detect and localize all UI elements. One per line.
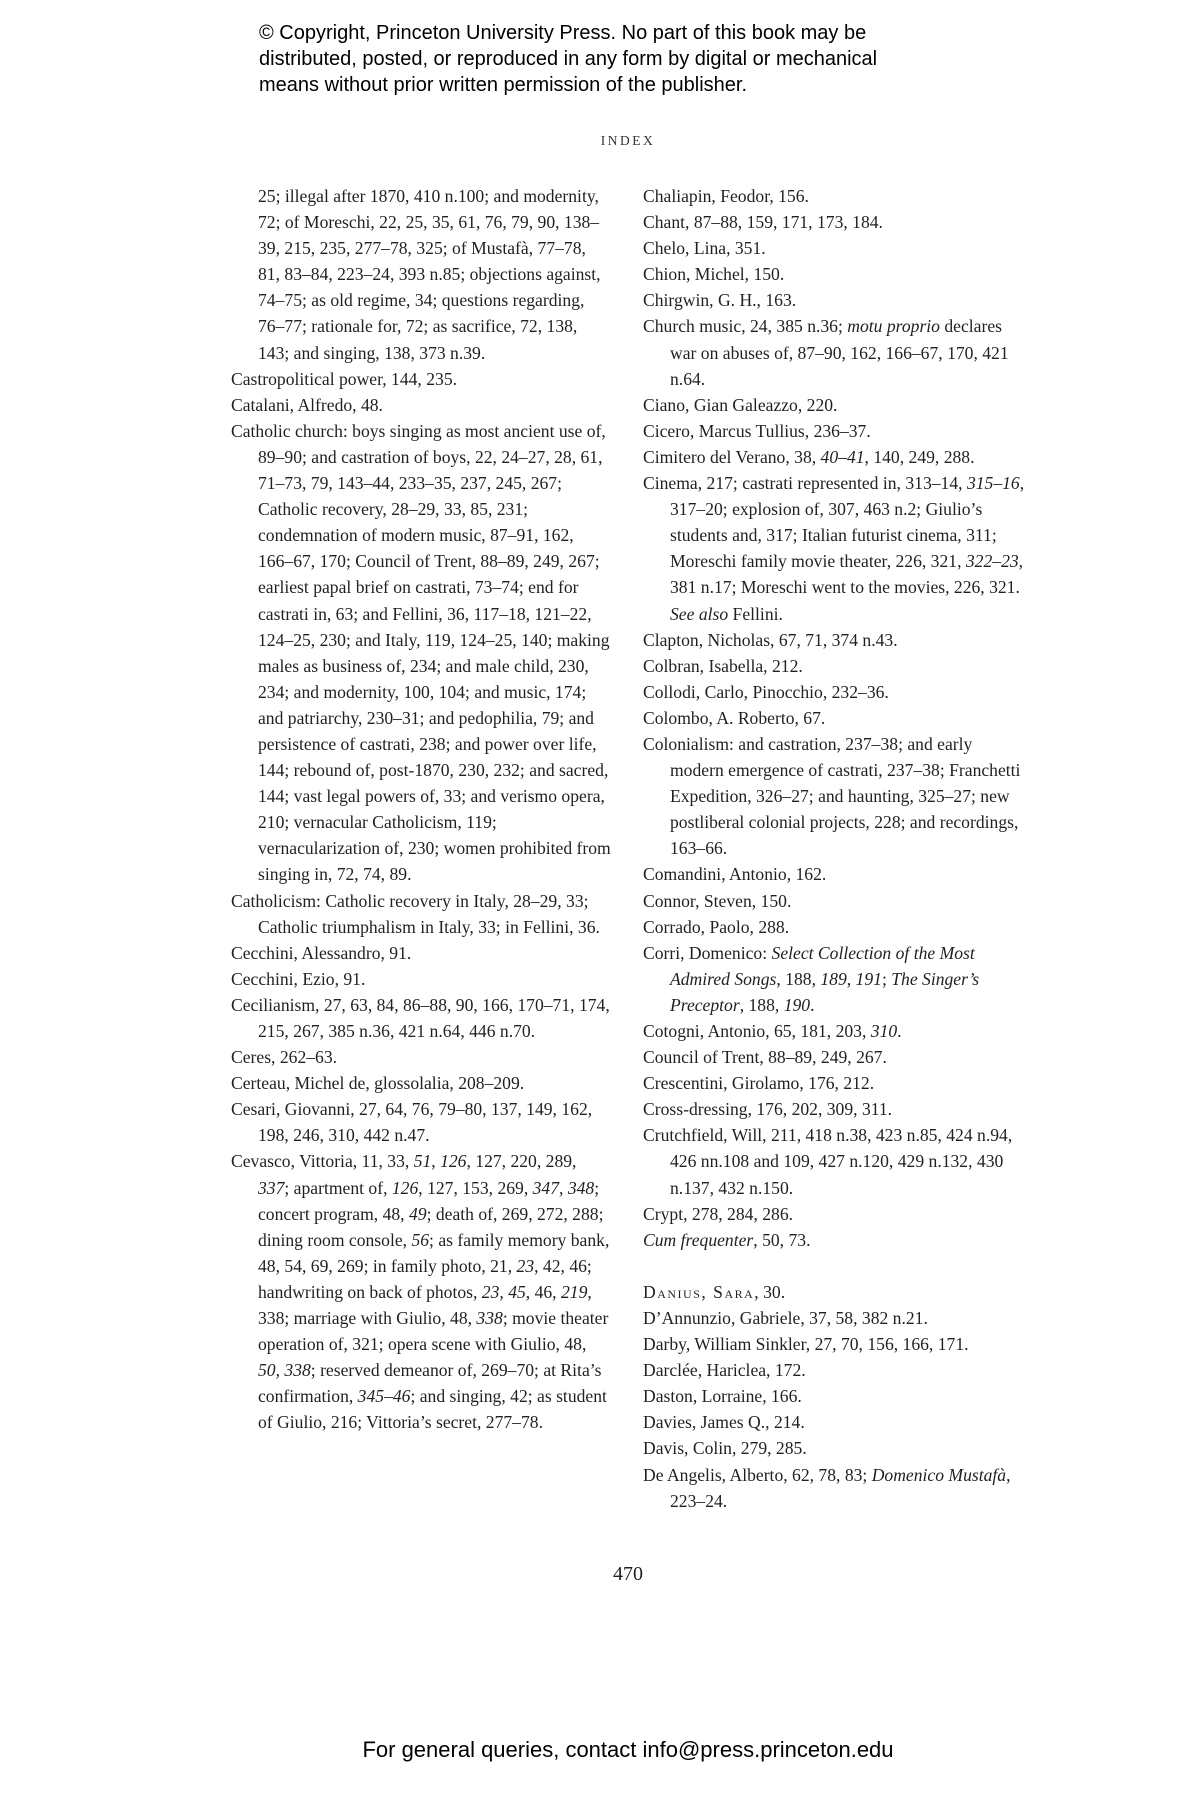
illustration-page-ref: 50, 338 xyxy=(258,1360,311,1381)
illustration-page-ref: 322–23 xyxy=(965,551,1019,572)
copyright-notice xyxy=(259,20,979,98)
illustration-page-ref: 40–41 xyxy=(820,446,865,467)
index-entry: Ceres, 262–63. xyxy=(231,1047,338,1068)
entry-text: Chelo, Lina, 351. xyxy=(643,238,766,259)
entry-text: ; death of, 269, 272, 288; dining room console, xyxy=(258,1203,604,1250)
index-entry: Chaliapin, Feodor, 156. xyxy=(643,186,809,206)
entry-text: ; as family memory bank, 48, 54, 69, 269; in family photo, 21, xyxy=(258,1229,610,1276)
index-entry: Certeau, Michel de, glossolalia, 208–209. xyxy=(231,1073,525,1094)
entry-text: , 50, 73. xyxy=(753,1229,811,1250)
index-column-right xyxy=(643,183,1028,1514)
entry-text: , 223–24. xyxy=(670,1464,1011,1511)
entry-text: , 127, 220, 289, xyxy=(466,1151,577,1172)
work-title: Select Collection of the Most Admired Songs xyxy=(670,942,975,989)
index-entry-cotogni xyxy=(643,1018,1028,1044)
index-column-left xyxy=(231,183,611,1436)
entry-text: , 42, 46; handwriting on back of photos, xyxy=(258,1255,592,1302)
illustration-page-ref: 219 xyxy=(560,1281,588,1302)
entry-text: . xyxy=(897,1021,902,1041)
entry-text: Cevasco, Vittoria, 11, 33, xyxy=(231,1151,414,1172)
index-entry: Catalani, Alfredo, 48. xyxy=(231,394,383,415)
entry-text: . xyxy=(810,994,815,1015)
illustration-page-ref: 23 xyxy=(516,1255,535,1276)
illustration-page-ref: 189 xyxy=(820,968,847,989)
section-lead-name: Danius, Sara xyxy=(643,1281,755,1302)
latin-term: motu proprio xyxy=(847,316,940,337)
work-title: Domenico Mustafà xyxy=(871,1464,1007,1485)
index-entry: Collodi, Carlo, Pinocchio, 232–36. xyxy=(643,681,889,702)
illustration-page-ref: 49 xyxy=(408,1203,427,1224)
index-entry: Crypt, 278, 284, 286. xyxy=(643,1203,794,1224)
index-entry: Cecchini, Alessandro, 91. xyxy=(231,942,412,963)
index-entry-chelo xyxy=(643,235,1028,261)
index-entry: Connor, Steven, 150. xyxy=(643,890,792,911)
copyright-line: © Copyright, Princeton University Press. No part of this book may be xyxy=(259,22,867,44)
index-entry: Corrado, Paolo, 288. xyxy=(643,916,790,937)
entry-text: , 381 n.17; Moreschi went to the movies, 226, 321. xyxy=(670,551,1024,598)
index-entry: Catholicism: Catholic recovery in Italy, 28–29, 33; Catholic triumphalism in Italy, 33; in Fellini, 36. xyxy=(231,890,600,937)
index-entry: Darclée, Hariclea, 172. xyxy=(643,1360,806,1381)
entry-text: Church music, 24, 385 n.36; xyxy=(643,316,848,337)
index-entry: Darby, William Sinkler, 27, 70, 156, 166, 171. xyxy=(643,1334,969,1355)
entry-text: Cinema, 217; castrati represented in, 313–14, xyxy=(643,473,967,494)
index-entry: Cesari, Giovanni, 27, 64, 76, 79–80, 137, 149, 162, 198, 246, 310, 442 n.47. xyxy=(231,1099,593,1146)
illustration-page-ref: 315–16 xyxy=(966,473,1020,494)
illustration-page-ref: 23, 45 xyxy=(481,1281,526,1302)
entry-text: ; concert program, 48, xyxy=(258,1177,600,1224)
entry-text: ; apartment of, xyxy=(284,1177,392,1198)
illustration-page-ref: 126 xyxy=(440,1151,467,1172)
cross-reference: See also xyxy=(670,603,729,624)
entry-text: ; movie theater operation of, 321; opera scene with Giulio, 48, xyxy=(258,1308,609,1355)
index-entry: Clapton, Nicholas, 67, 71, 374 n.43. xyxy=(643,629,898,650)
entry-text: ; reserved demeanor of, 269–70; at Rita’s confirmation, xyxy=(258,1360,602,1407)
copyright-line: distributed, posted, or reproduced in any form by digital or mechanical xyxy=(259,48,878,70)
work-title: Cum frequenter xyxy=(643,1229,754,1250)
entry-text: , 46, xyxy=(525,1281,561,1302)
index-entry: Davies, James Q., 214. xyxy=(643,1412,805,1433)
entry-text: , 317–20; explosion of, 307, 463 n.2; Giulio’s students and, 317; Italian futurist cinema, 311; Moreschi family movie theater, 226, 321, xyxy=(670,473,1025,572)
index-entry-cinema xyxy=(643,470,1028,627)
index-entry: Colbran, Isabella, 212. xyxy=(643,655,803,676)
index-entry: Cecchini, Ezio, 91. xyxy=(231,968,366,989)
entry-text: , 127, 153, 269, xyxy=(418,1177,533,1198)
illustration-page-ref: 56 xyxy=(411,1229,430,1250)
index-entry: Ciano, Gian Galeazzo, 220. xyxy=(643,394,838,415)
running-head: INDEX xyxy=(600,133,656,148)
illustration-page-ref: 191 xyxy=(855,968,882,989)
index-entry: Davis, Colin, 279, 285. xyxy=(643,1438,807,1459)
entry-text: , 188, xyxy=(776,968,821,989)
illustration-page-ref: 337 xyxy=(258,1177,285,1198)
index-entry: Crescentini, Girolamo, 176, 212. xyxy=(643,1073,875,1094)
entry-text: ; xyxy=(881,968,892,989)
index-entry-cevasco xyxy=(231,1148,611,1435)
entry-text: , 30. xyxy=(754,1281,786,1302)
entry-text: , 338; marriage with Giulio, 48, xyxy=(258,1281,592,1329)
illustration-page-ref: 126 xyxy=(391,1177,419,1198)
entry-text: Fellini. xyxy=(728,603,783,624)
illustration-page-ref: 338 xyxy=(476,1308,503,1329)
index-entry: Castropolitical power, 144, 235. xyxy=(231,368,458,389)
illustration-page-ref: 310 xyxy=(870,1021,898,1041)
index-entry: Cecilianism, 27, 63, 84, 86–88, 90, 166, 170–71, 174, 215, 267, 385 n.36, 421 n.64, 446 n.70. xyxy=(231,994,610,1041)
index-entry: Comandini, Antonio, 162. xyxy=(643,864,827,885)
index-entry: Chion, Michel, 150. xyxy=(643,264,785,285)
entry-text: declares war on abuses of, 87–90, 162, 166–67, 170, 421 n.64. xyxy=(670,316,1009,389)
index-entry: Cicero, Marcus Tullius, 236–37. xyxy=(643,420,871,441)
index-entry-continuation: 25; illegal after 1870, 410 n.100; and modernity, 72; of Moreschi, 22, 25, 35, 61, 76, 79, 90, 138–39, 215, 235, 277–78, 325; of Mustafà, 77–78, 81, 83–84, 223–24, 393 n.85; objections against, 74–75; as old regime, 34; questions regarding, 76–77; rationale for, 72; as sacrifice, 72, 138, 143; and singing, 138, 373 n.39. xyxy=(258,186,601,363)
index-entry-church-music xyxy=(643,313,1028,391)
index-entry-corri xyxy=(643,940,1028,1018)
entry-text: , xyxy=(846,968,856,989)
entry-text: De Angelis, Alberto, 62, 78, 83; xyxy=(643,1464,872,1485)
copyright-line: means without prior written permission of the publisher. xyxy=(259,74,748,96)
contact-footer: For general queries, contact info@press.princeton.edu xyxy=(362,1737,894,1762)
illustration-page-ref: 51 xyxy=(413,1151,432,1172)
illustration-page-ref: 190 xyxy=(783,994,811,1015)
entry-text: , 140, 249, 288. xyxy=(864,446,975,467)
index-entry: Colonialism: and castration, 237–38; and early modern emergence of castrati, 237–38; Franchetti Expedition, 326–27; and haunting, 325–27; new postliberal colonial projects, 228; and recordings, 163–66. xyxy=(643,733,1021,859)
entry-text: ; and singing, 42; as student of Giulio, 216; Vittoria’s secret, 277–78. xyxy=(258,1386,607,1433)
page-number: 470 xyxy=(613,1563,643,1585)
entry-text: Cimitero del Verano, 38, xyxy=(643,446,821,467)
index-entry-de-angelis xyxy=(643,1462,1028,1514)
entry-text: Corri, Domenico: xyxy=(643,942,772,963)
index-entry-danius xyxy=(643,1279,1028,1305)
index-entry: Colombo, A. Roberto, 67. xyxy=(643,707,826,728)
letter-section-gap xyxy=(643,1253,1028,1279)
index-entry: Daston, Lorraine, 166. xyxy=(643,1386,802,1407)
entry-text: , xyxy=(431,1151,441,1172)
index-entry: Cross-dressing, 176, 202, 309, 311. xyxy=(643,1099,893,1120)
index-entry: Council of Trent, 88–89, 249, 267. xyxy=(643,1047,887,1068)
index-entry: Chirgwin, G. H., 163. xyxy=(643,290,797,311)
entry-text: Cotogni, Antonio, 65, 181, 203, xyxy=(643,1021,871,1041)
index-entry: D’Annunzio, Gabriele, 37, 58, 382 n.21. xyxy=(643,1307,928,1328)
illustration-page-ref: 347, 348 xyxy=(532,1177,595,1198)
index-entry-cum-frequenter xyxy=(643,1227,1028,1253)
index-entry-cimitero xyxy=(643,444,1028,470)
index-entry: Crutchfield, Will, 211, 418 n.38, 423 n.85, 424 n.94, 426 nn.108 and 109, 427 n.120, 429 n.132, 430 n.137, 432 n.150. xyxy=(643,1125,1013,1198)
index-entry: Chant, 87–88, 159, 171, 173, 184. xyxy=(643,212,883,233)
illustration-page-ref: 345–46 xyxy=(357,1386,411,1407)
index-entry: Catholic church: boys singing as most ancient use of, 89–90; and castration of boys, 22, 24–27, 28, 61, 71–73, 79, 143–44, 233–35, 237, 245, 267; Catholic recovery, 28–29, 33, 85, 231; condemnation of modern music, 87–91, 162, 166–67, 170; Council of Trent, 88–89, 249, 267; earliest papal brief on castrati, 73–74; end for castrati in, 63; and Fellini, 36, 117–18, 121–22, 124–25, 230; and Italy, 119, 124–25, 140; making males as business of, 234; and male child, 230, 234; and modernity, 100, 104; and music, 174; and patriarchy, 230–31; and pedophilia, 79; and persistence of castrati, 238; and power over life, 144; rebound of, post-1870, 230, 232; and sacred, 144; vast legal powers of, 33; and verismo opera, 210; vernacular Catholicism, 119; vernacularization of, 230; women prohibited from singing in, 72, 74, 89. xyxy=(231,420,611,885)
work-title: The Singer’s Preceptor xyxy=(670,968,980,1015)
entry-text: , 188, xyxy=(739,994,784,1015)
